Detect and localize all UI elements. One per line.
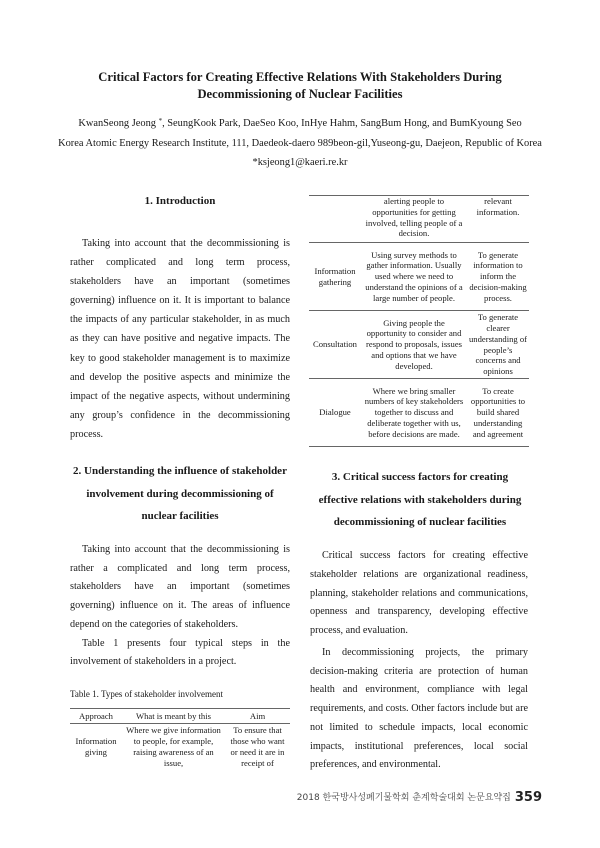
affiliation: Korea Atomic Energy Research Institute, 111, Daedeok-daero 989beon-gil,Yuseong-gu, Daejeon, Republic of Korea xyxy=(58,138,542,149)
table-cell: To generate clearer understanding of people’s concerns and opinions xyxy=(467,311,529,379)
column-header: Approach xyxy=(70,709,122,724)
table-cell: Using survey methods to gather information. Usually used where we need to understand the opinions of a large number of people. xyxy=(361,243,467,311)
section-3-body xyxy=(310,547,528,775)
paragraph: Critical success factors for creating effective stakeholder relations are organizational readiness, planning, stakeholder relations and communications, openness and transparency, developing effective process, and evaluation. xyxy=(310,550,528,636)
section-1-heading: 1. Introduction xyxy=(144,195,216,207)
heading-line: 3. Critical success factors for creating xyxy=(331,471,509,483)
table-cell: relevant information. xyxy=(467,196,529,243)
table-cell: Information gathering xyxy=(309,243,361,311)
page-number: 359 xyxy=(514,790,542,805)
table-1-caption: Table 1. Types of stakeholder involvement xyxy=(70,689,224,699)
table-row xyxy=(70,724,290,771)
column-header: Aim xyxy=(225,709,290,724)
table-cell: Where we bring smaller numbers of key stakeholders together to discuss and deliberate together with us, before decisions are made. xyxy=(361,379,467,447)
table-row xyxy=(309,243,529,311)
section-1-body xyxy=(70,234,290,444)
table-cell: Information giving xyxy=(75,736,117,757)
contact-email: *ksjeong1@kaeri.re.kr xyxy=(252,157,348,168)
table-cell xyxy=(309,196,361,243)
table-cell: Giving people the opportunity to consider and respond to proposals, issues and options that we have developed. xyxy=(361,311,467,379)
heading-line: involvement during decommissioning of xyxy=(86,487,274,500)
table-row xyxy=(309,196,529,243)
table-cell: To generate information to inform the decision-making process. xyxy=(467,243,529,311)
paragraph: Taking into account that the decommissioning is rather a complicated and long term process, stakeholders have an important (sometimes governing) influence on it. The areas of influence depend on the categories of stakeholders. xyxy=(70,544,290,630)
section-3-heading xyxy=(300,466,540,534)
authors-rest: , SeungKook Park, DaeSeo Koo, InHye Hahm, SangBum Hong, and BumKyoung Seo xyxy=(162,118,522,129)
heading-line: effective relations with stakeholders during xyxy=(318,493,522,506)
table-1-continued xyxy=(309,195,529,447)
paragraph: Table 1 presents four typical steps in the involvement of stakeholders in a project. xyxy=(70,637,290,668)
table-cell: Where we give information to people, for example, raising awareness of an issue, xyxy=(126,725,221,768)
table-header-row xyxy=(70,709,290,724)
paper-title xyxy=(60,69,540,103)
page-footer xyxy=(297,790,542,805)
paper-title-line2: Decommissioning of Nuclear Facilities xyxy=(197,87,403,101)
table-1-left-part xyxy=(70,708,290,770)
heading-line: 2. Understanding the influence of stakeholder xyxy=(73,465,287,477)
table-cell: To create opportunities to build shared understanding and agreement xyxy=(467,379,529,447)
section-2-heading xyxy=(60,460,300,528)
heading-line: nuclear facilities xyxy=(141,510,219,522)
section-2-body xyxy=(70,541,290,672)
paper-title-line1: Critical Factors for Creating Effective Relations With Stakeholders During xyxy=(98,70,502,84)
paragraph: Taking into account that the decommissioning is rather complicated and long term process, stakeholders have an important (sometimes governing) influence on it. It is important to balance the impacts of any particular stakeholder, in as much as they can have positive and negative impacts. The key to good stakeholder management is to maximize and develop the positive aspects and minimize the impact of the negative aspects, without undermining any group’s confidence in the decommissioning process. xyxy=(70,238,290,440)
paragraph: In decommissioning projects, the primary decision-making criteria are protection of human health and environment, compliance with legal requirements, and costs. Other factors include but are not limited to schedule impacts, local economic impacts, institutional preferences, local social preferences, and environmental. xyxy=(310,646,528,771)
table-cell: To ensure that those who want or need it are in receipt of xyxy=(230,725,285,768)
table-row xyxy=(309,379,529,447)
proceedings-name: 2018 한국방사성폐기물학회 춘계학술대회 논문요약집 xyxy=(296,793,511,803)
table-cell: alerting people to opportunities for getting involved, telling people of a decision. xyxy=(361,196,467,243)
column-header: What is meant by this xyxy=(122,709,225,724)
corresponding-mark: * xyxy=(158,117,163,125)
authors-lead: KwanSeong Jeong xyxy=(78,118,159,129)
heading-line: decommissioning of nuclear facilities xyxy=(333,516,507,528)
author-list xyxy=(40,117,560,131)
table-cell: Dialogue xyxy=(309,379,361,447)
table-row xyxy=(309,311,529,379)
table-cell: Consultation xyxy=(309,311,361,379)
